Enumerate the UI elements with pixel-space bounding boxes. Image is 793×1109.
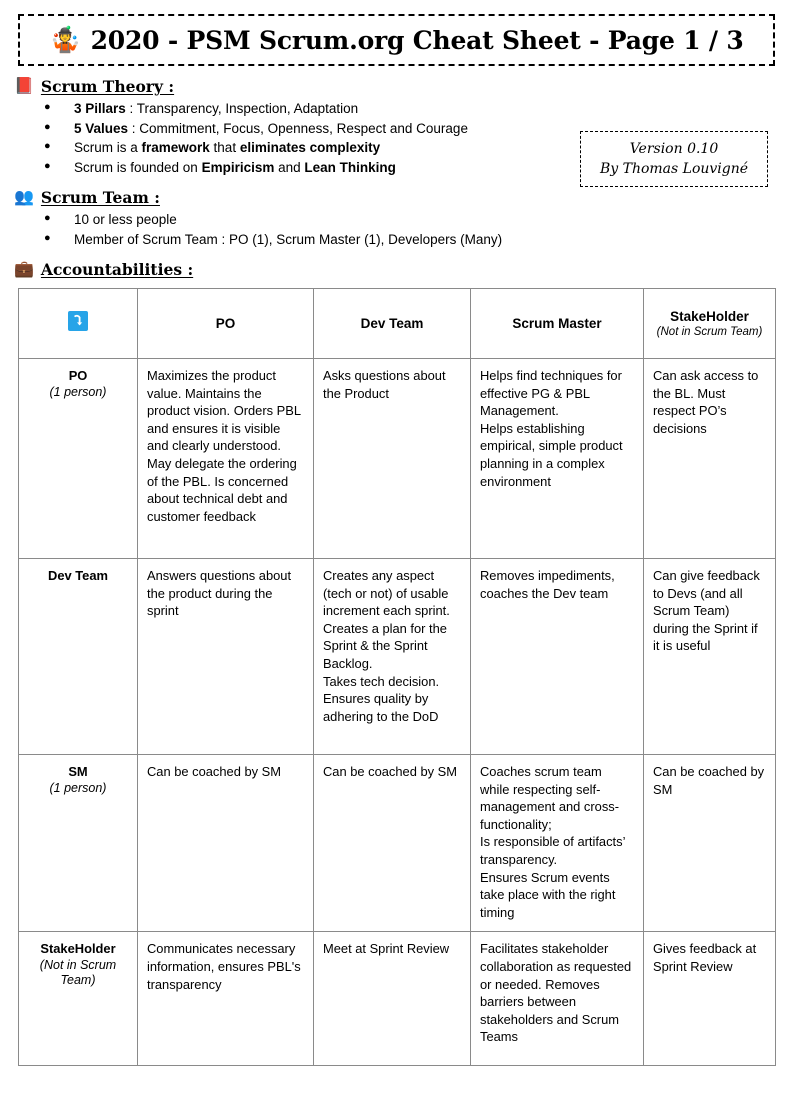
accountabilities-table (18, 288, 776, 1066)
bullet-rest: : Transparency, Inspection, Adaptation (125, 101, 359, 116)
list-item (44, 99, 793, 119)
table-row (19, 559, 776, 755)
section-title-scrum-theory: Scrum Theory : (40, 77, 175, 96)
version-author: By Thomas Louvigné (599, 161, 749, 177)
row-header-stakeholder (19, 932, 138, 1066)
section-heading-accountabilities (14, 260, 793, 279)
cell-dev-sm: Removes impediments, coaches the Dev team (471, 559, 644, 755)
cell-dev-sh: Can give feedback to Devs (and all Scrum Team) during the Sprint if it is useful (644, 559, 776, 755)
row-header-sublabel: (1 person) (49, 384, 107, 399)
cell-po-sm: Helps find techniques for effective PG & PBL Management. Helps establishing empirical, simple product planning in a complex environment (471, 359, 644, 559)
section-title-accountabilities: Accountabilities : (40, 260, 194, 279)
section-heading-scrum-theory (14, 77, 793, 96)
table-row (19, 932, 776, 1066)
cell-po-sh: Can ask access to the BL. Must respect PO’s decisions (644, 359, 776, 559)
bullet-mid: that (209, 140, 240, 155)
list-item: ● 10 or less people (44, 210, 793, 230)
section-title-scrum-team: Scrum Team : (40, 188, 160, 207)
arrow-curving-down-icon (68, 311, 88, 334)
column-header-scrum-master (471, 289, 644, 359)
column-header-label: StakeHolder (670, 308, 749, 324)
column-header-dev-team (314, 289, 471, 359)
bullet-lead: 5 Values (74, 120, 129, 136)
row-header-label: SM (68, 764, 88, 779)
cell-sh-sm: Facilitates stakeholder collaboration as requested or needed. Removes barriers between stakeholders and Scrum Teams (471, 932, 644, 1066)
cell-dev-dev: Creates any aspect (tech or not) of usable increment each sprint. Creates a plan for the Sprint & the Sprint Backlog. Takes tech decision. Ensures quality by adhering to the DoD (314, 559, 471, 755)
title-row (49, 26, 743, 55)
column-header-po (138, 289, 314, 359)
bullet-strong-1: framework (141, 140, 210, 155)
version-box (580, 131, 768, 187)
page-title: 2020 - PSM Scrum.org Cheat Sheet - Page 1 / 3 (90, 25, 744, 55)
closed-book-emoji: 📕 (14, 77, 34, 95)
bullet-strong-2: Lean Thinking (304, 159, 396, 175)
row-header-dev-team (19, 559, 138, 755)
column-header-label: Dev Team (360, 315, 424, 331)
column-header-stakeholder (644, 289, 776, 359)
title-banner (18, 14, 775, 66)
cell-sh-sh: Gives feedback at Sprint Review (644, 932, 776, 1066)
column-header-label: Scrum Master (512, 315, 602, 331)
cell-sm-po: Can be coached by SM (138, 755, 314, 932)
row-header-sm (19, 755, 138, 932)
row-header-label: Dev Team (48, 568, 108, 583)
table-corner-cell (19, 289, 138, 359)
table-body (19, 359, 776, 1066)
bullet-pre: Scrum is a (74, 140, 142, 155)
row-header-label: PO (68, 368, 88, 383)
bullet-strong-2: eliminates complexity (239, 140, 381, 155)
briefcase-emoji: 💼 (14, 260, 34, 278)
cell-sm-sh: Can be coached by SM (644, 755, 776, 932)
table-header-row (19, 289, 776, 359)
list-item: ● Member of Scrum Team : PO (1), Scrum Master (1), Developers (Many) (44, 230, 793, 250)
cell-sm-dev: Can be coached by SM (314, 755, 471, 932)
table-header (19, 289, 776, 359)
bullet-mid: and (274, 159, 305, 175)
cell-sh-dev: Meet at Sprint Review (314, 932, 471, 1066)
row-header-label: StakeHolder (40, 941, 116, 957)
bullet-rest: : Commitment, Focus, Openness, Respect and Courage (128, 120, 468, 136)
bullet-strong-1: Empiricism (201, 159, 275, 175)
bullet-lead: 3 Pillars (74, 101, 126, 116)
column-header-label: PO (215, 315, 236, 331)
juggling-person-emoji: 🤹 (49, 25, 81, 54)
cheat-sheet-page (0, 14, 793, 1109)
table-row (19, 359, 776, 559)
row-header-sublabel: (1 person) (49, 780, 107, 795)
row-header-po (19, 359, 138, 559)
cell-sh-po: Communicates necessary information, ensures PBL's transparency (138, 932, 314, 1066)
version-number: Version 0.10 (629, 141, 719, 157)
cell-po-dev: Asks questions about the Product (314, 359, 471, 559)
row-header-sublabel: (Not in Scrum Team) (39, 957, 117, 987)
section-heading-scrum-team (14, 188, 793, 207)
scrum-team-list (0, 210, 793, 249)
busts-in-silhouette-emoji: 👥 (14, 188, 34, 206)
cell-sm-sm: Coaches scrum team while respecting self-management and cross-functionality; Is responsible of artifacts’ transparency. Ensures Scrum events take place with the right timing (471, 755, 644, 932)
table-row (19, 755, 776, 932)
bullet-pre: Scrum is founded on (74, 159, 202, 175)
cell-dev-po: Answers questions about the product during the sprint (138, 559, 314, 755)
column-header-sublabel: (Not in Scrum Team) (656, 326, 763, 339)
cell-po-po: Maximizes the product value. Maintains the product vision. Orders PBL and ensures it is visible and clearly understood. May delegate the ordering of the PBL. Is concerned about technical debt and customer feedback (138, 359, 314, 559)
